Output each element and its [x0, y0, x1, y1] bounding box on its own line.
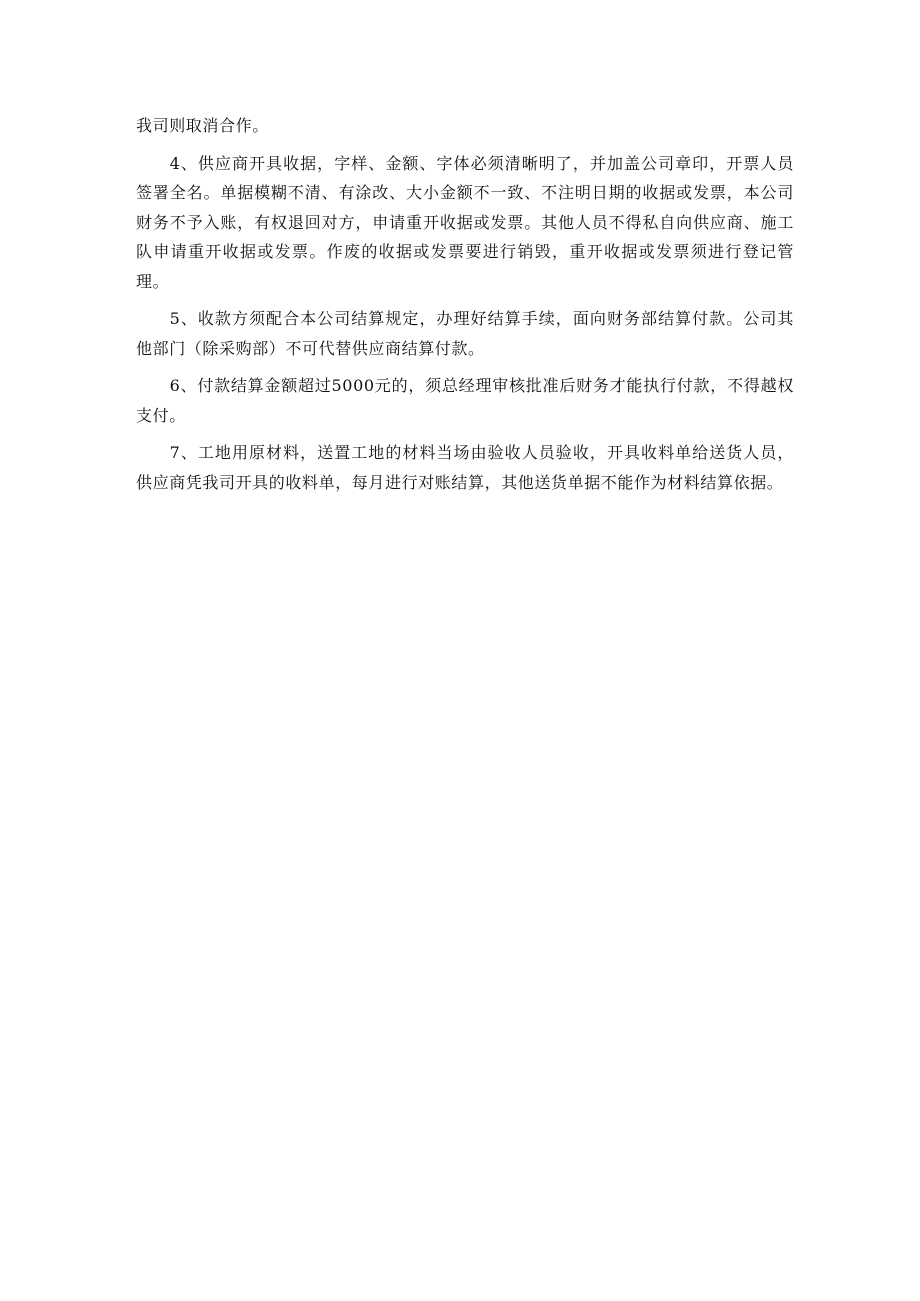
paragraph-item-4: 4、供应商开具收据，字样、金额、字体必须清晰明了，并加盖公司章印，开票人员签署全名。单据模糊不清、有涂改、大小金额不一致、不注明日期的收据或发票，本公司财务不予入账，有权退回对方，申请重开收据或发票。其他人员不得私自向供应商、施工队申请重开收据或发票。作废的收据或发票要进行销毁，重开收据或发票须进行登记管理。: [136, 153, 794, 291]
paragraph-item-5: 5、收款方须配合本公司结算规定，办理好结算手续，面向财务部结算付款。公司其他部门（除采购部）不可代替供应商结算付款。: [136, 309, 794, 358]
paragraph-continuation: 我司则取消合作。: [136, 116, 269, 135]
paragraph-item-6: 6、付款结算金额超过5000元的，须总经理审核批准后财务才能执行付款，不得越权支付。: [136, 376, 794, 425]
document-body: [136, 111, 794, 505]
paragraph-item-7: 7、工地用原材料，送置工地的材料当场由验收人员验收，开具收料单给送货人员，供应商凭我司开具的收料单，每月进行对账结算，其他送货单据不能作为材料结算依据。: [136, 443, 794, 492]
